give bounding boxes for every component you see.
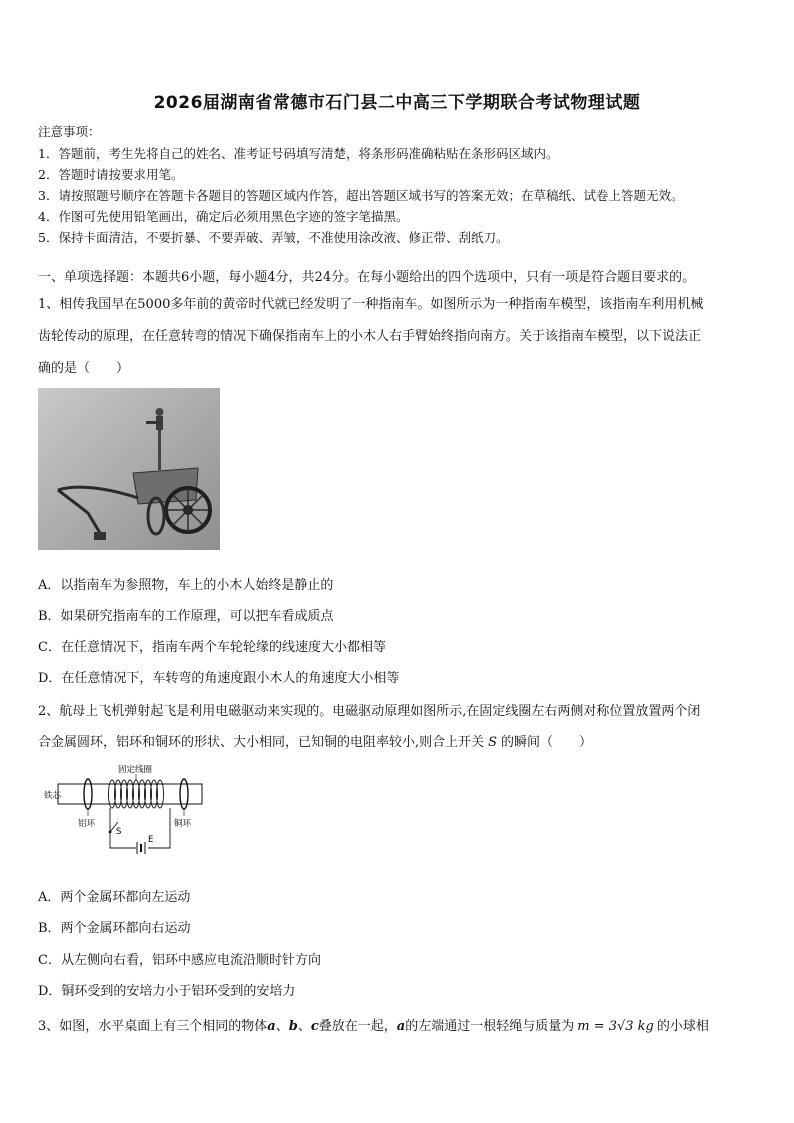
notice-heading: 注意事项： <box>38 124 101 139</box>
q1-stem-line: 1、相传我国早在5000多年前的黄帝时代就已经发明了一种指南车。如图所示为一种指南车模型，该指南车利用机械 <box>38 297 704 312</box>
q1-stem-line: 齿轮传动的原理，在任意转弯的情况下确保指南车上的小木人右手臂始终指向南方。关于该指南车模型，以下说法正 <box>38 329 702 344</box>
section-heading: 一、单项选择题：本题共6小题，每小题4分，共24分。在每小题给出的四个选项中，只有一项是符合题目要求的。 <box>38 270 696 285</box>
q3-sep: 、 <box>275 1019 289 1034</box>
q3-stem-line <box>38 1015 709 1034</box>
q3-text: 3、如图，水平桌面上有三个相同的物体 <box>38 1019 268 1034</box>
q3-text: 叠放在一起， <box>318 1019 397 1034</box>
switch-variable: S <box>488 735 498 750</box>
object-a: a <box>396 1019 406 1034</box>
q1-stem-line: 确的是（ ） <box>38 361 130 376</box>
object-b: b <box>288 1019 298 1034</box>
notice-item: 4．作图可先使用铅笔画出，确定后必须用黑色字迹的签字笔描黑。 <box>38 209 409 224</box>
q2-option-a: A．两个金属环都向左运动 <box>38 890 191 905</box>
q3-sep: 、 <box>297 1019 311 1034</box>
notice-item: 2．答题时请按要求用笔。 <box>38 167 184 182</box>
switch-label: S <box>116 827 122 837</box>
q2-option-b: B．两个金属环都向右运动 <box>38 921 191 936</box>
page-title: 2026届湖南省常德市石门县二中高三下学期联合考试物理试题 <box>153 93 641 113</box>
copper-ring-label: 铜环 <box>174 819 192 829</box>
q2-stem-text: 的瞬间（ ） <box>501 735 593 750</box>
q2-stem-line <box>38 731 592 750</box>
q2-option-c: C．从左侧向右看，铝环中感应电流沿顺时针方向 <box>38 953 321 968</box>
q1-option-b: B．如果研究指南车的工作原理，可以把车看成质点 <box>38 609 334 624</box>
q3-text: 的左端通过一根轻绳与质量为 <box>405 1019 575 1034</box>
object-c: c <box>310 1019 319 1034</box>
coil-label: 固定线圈 <box>118 765 153 775</box>
core-label: 铁芯 <box>44 791 62 801</box>
q1-option-d: D．在任意情况下，车转弯的角速度跟小木人的角速度大小相等 <box>38 671 400 686</box>
aluminum-ring-label: 铝环 <box>78 819 96 829</box>
notice-item: 3．请按照题号顺序在答题卡各题目的答题区域内作答，超出答题区域书写的答案无效；在草稿纸、试卷上答题无效。 <box>38 188 684 203</box>
q2-stem-line: 2、航母上飞机弹射起飞是利用电磁驱动来实现的。电磁驱动原理如图所示,在固定线圈左右两侧对称位置放置两个闭 <box>38 704 701 719</box>
mass-formula: m = 3√3 kg <box>577 1019 654 1034</box>
q2-option-d: D．铜环受到的安培力小于铝环受到的安培力 <box>38 984 296 999</box>
notice-item: 5．保持卡面清洁，不要折暴、不要弄破、弄皱，不准使用涂改液、修正带、刮纸刀。 <box>38 230 509 245</box>
q3-text: 的小球相 <box>656 1019 709 1034</box>
battery-label: E <box>148 835 154 845</box>
q1-option-a: A．以指南车为参照物，车上的小木人始终是静止的 <box>38 578 334 593</box>
q1-option-c: C．在任意情况下，指南车两个车轮轮缘的线速度大小都相等 <box>38 640 386 655</box>
object-a: a <box>267 1019 276 1034</box>
electromagnetic-drive-diagram <box>44 762 214 860</box>
notice-item: 1．答题前，考生先将自己的姓名、准考证号码填写清楚，将条形码准确粘贴在条形码区域内。 <box>38 146 559 161</box>
compass-cart-photo <box>38 388 220 550</box>
q2-stem-text: 合金属圆环，铝环和铜环的形状、大小相同，已知铜的电阻率较小,则合上开关 <box>38 735 485 750</box>
